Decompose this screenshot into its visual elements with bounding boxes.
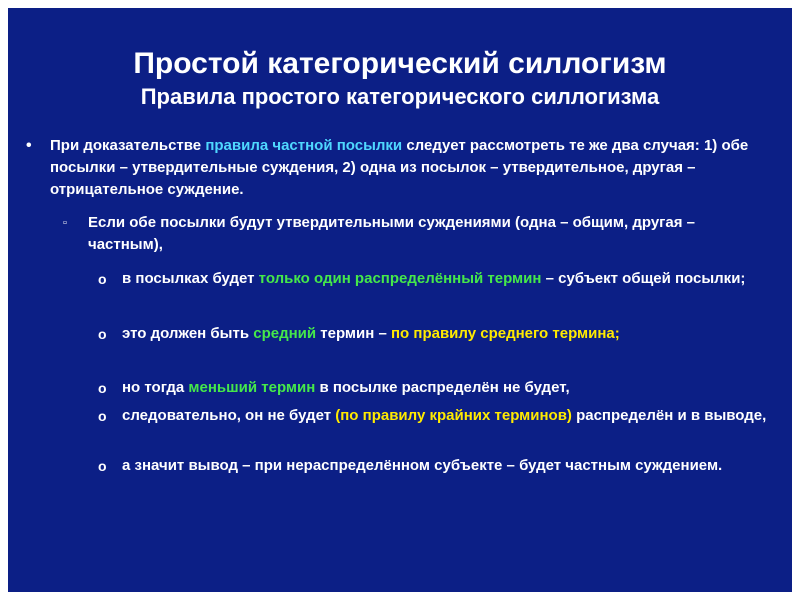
sub-item-middle-term: [98, 323, 782, 345]
item-text: следует рассмотреть те же два случая: 1) обе посылки – утвердительные суждения, 2) одна из посылок – утвердительное, другая – отрицательное суждение.: [50, 137, 749, 198]
item-text: – субъект общей посылки;: [541, 270, 746, 287]
highlight-term: средний: [253, 325, 317, 342]
bullet-square-icon: ▫: [63, 217, 67, 229]
item-text: распределён и в выводе,: [571, 407, 767, 424]
highlight-rule-reference: (по правилу крайних терминов): [335, 407, 572, 424]
bullet-circle-icon: o: [98, 380, 107, 396]
bullet-circle-icon: o: [98, 326, 107, 342]
item-text: термин –: [316, 325, 391, 342]
bullet-circle-icon: o: [98, 271, 107, 287]
item-text: следовательно, он не будет: [122, 407, 336, 424]
item-text: в посылках будет: [122, 270, 259, 287]
highlight-rule-reference: по правилу среднего термина;: [391, 325, 620, 342]
bullet-dot-icon: •: [26, 137, 32, 154]
sub-item-conclusion: [98, 455, 782, 477]
item-text: При доказательстве: [50, 137, 206, 154]
highlight-rule-name: правила частной посылки: [205, 137, 403, 154]
sub-item-one-distributed-term: [98, 268, 782, 290]
sub-item-extreme-terms: [98, 405, 782, 427]
item-text: это должен быть: [122, 325, 254, 342]
sub-item-minor-term: [98, 377, 782, 399]
highlight-term: только один распределённый термин: [258, 270, 542, 287]
item-text: Если обе посылки будут утвердительными суждениями (одна – общим, другая – частным),: [88, 214, 696, 253]
slide-subtitle: Правила простого категорического силлогизма: [140, 84, 660, 109]
bullet-circle-icon: o: [98, 458, 107, 474]
highlight-term: меньший термин: [188, 379, 316, 396]
bullet-item-private-premise-rule: [26, 135, 786, 201]
bullet-circle-icon: o: [98, 408, 107, 424]
item-text: в посылке распределён не будет,: [315, 379, 570, 396]
slide: [8, 8, 792, 592]
bullet-item-both-affirmative: [63, 212, 748, 256]
slide-title: Простой категорический силлогизм: [133, 47, 667, 80]
item-text: но тогда: [122, 379, 189, 396]
item-text: а значит вывод – при нераспределённом субъекте – будет частным суждением.: [122, 457, 723, 474]
